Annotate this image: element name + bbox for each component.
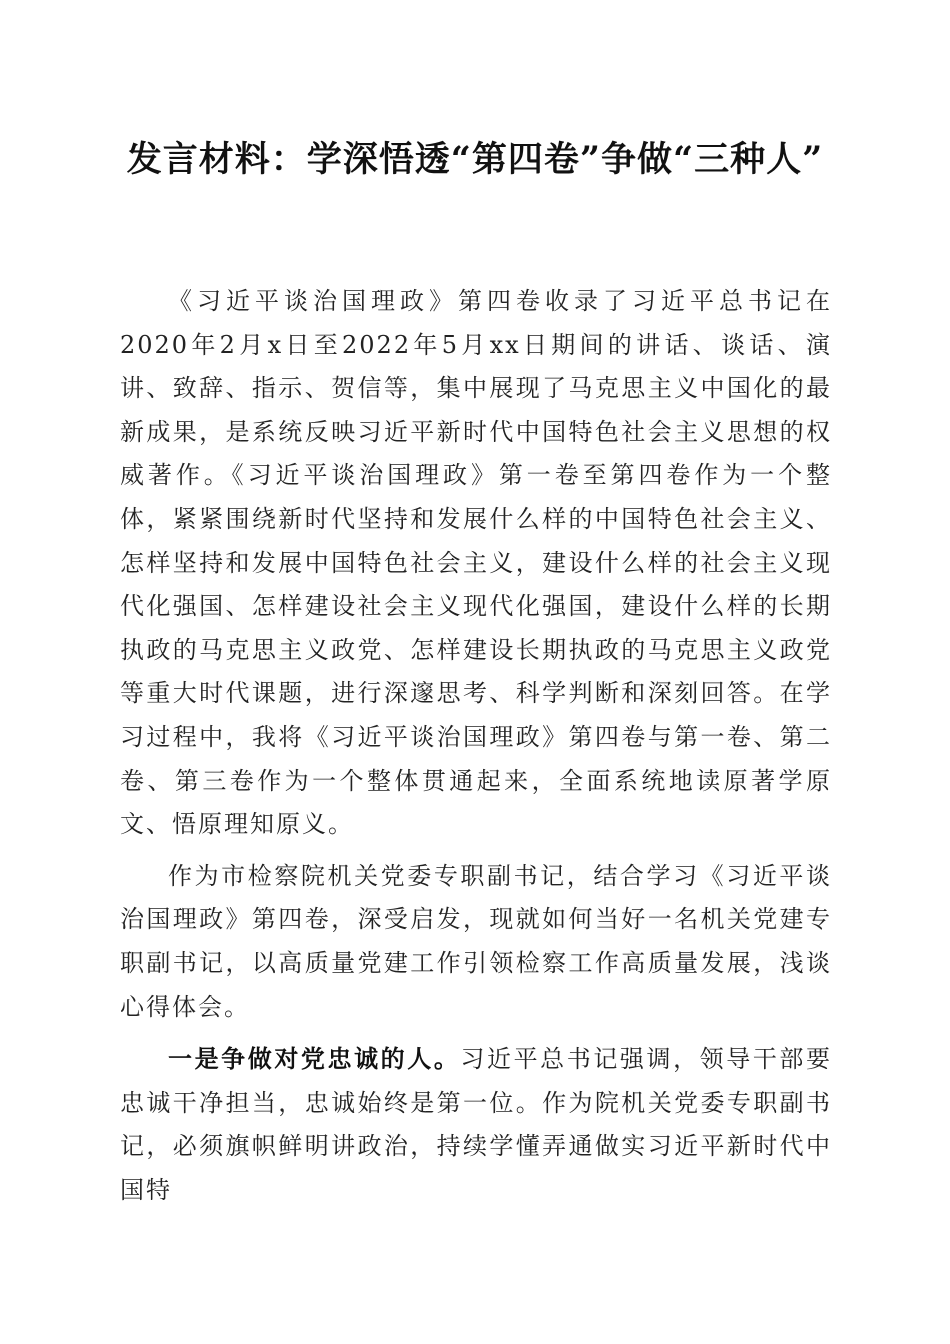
document-title: 发言材料：学深悟透“第四卷”争做“三种人” — [126, 139, 824, 180]
paragraph-text: 《习近平谈治国理政》第四卷收录了习近平总书记在2020年2月x日至2022年5月xx日期间的讲话、谈话、演讲、致辞、指示、贺信等，集中展现了马克思主义中国化的最新成果，是系统反映习近平新时代中国特色社会主义思想的权威著作。《习近平谈治国理政》第一卷至第四卷作为一个整体，紧紧围绕新时代坚持和发展什么样的中国特色社会主义、怎样坚持和发展中国特色社会主义，建设什么样的社会主义现代化强国、怎样建设社会主义现代化强国，建设什么样的长期执政的马克思主义政党、怎样建设长期执政的马克思主义政党等重大时代课题，进行深邃思考、科学判断和深刻回答。在学习过程中，我将《习近平谈治国理政》第四卷与第一卷、第二卷、第三卷作为一个整体贯通起来，全面系统地读原著学原文、悟原理知原义。 — [120, 287, 832, 839]
document-body — [120, 280, 832, 1212]
paragraph-intro — [120, 280, 832, 847]
paragraph-text: 习近平总书记强调，领导干部要忠诚干净担当，忠诚始终是第一位。作为院机关党委专职副书记，必须旗帜鲜明讲政治，持续学懂弄通做实习近平新时代中国特 — [120, 1045, 833, 1204]
paragraph-lead: 一是争做对党忠诚的人。 — [168, 1044, 461, 1074]
paragraph-text: 作为市检察院机关党委专职副书记，结合学习《习近平谈治国理政》第四卷，深受启发，现就如何当好一名机关党建专职副书记，以高质量党建工作引领检察工作高质量发展，浅谈心得体会。 — [120, 861, 832, 1021]
paragraph-point-one — [120, 1037, 832, 1212]
paragraph-role — [120, 855, 832, 1029]
